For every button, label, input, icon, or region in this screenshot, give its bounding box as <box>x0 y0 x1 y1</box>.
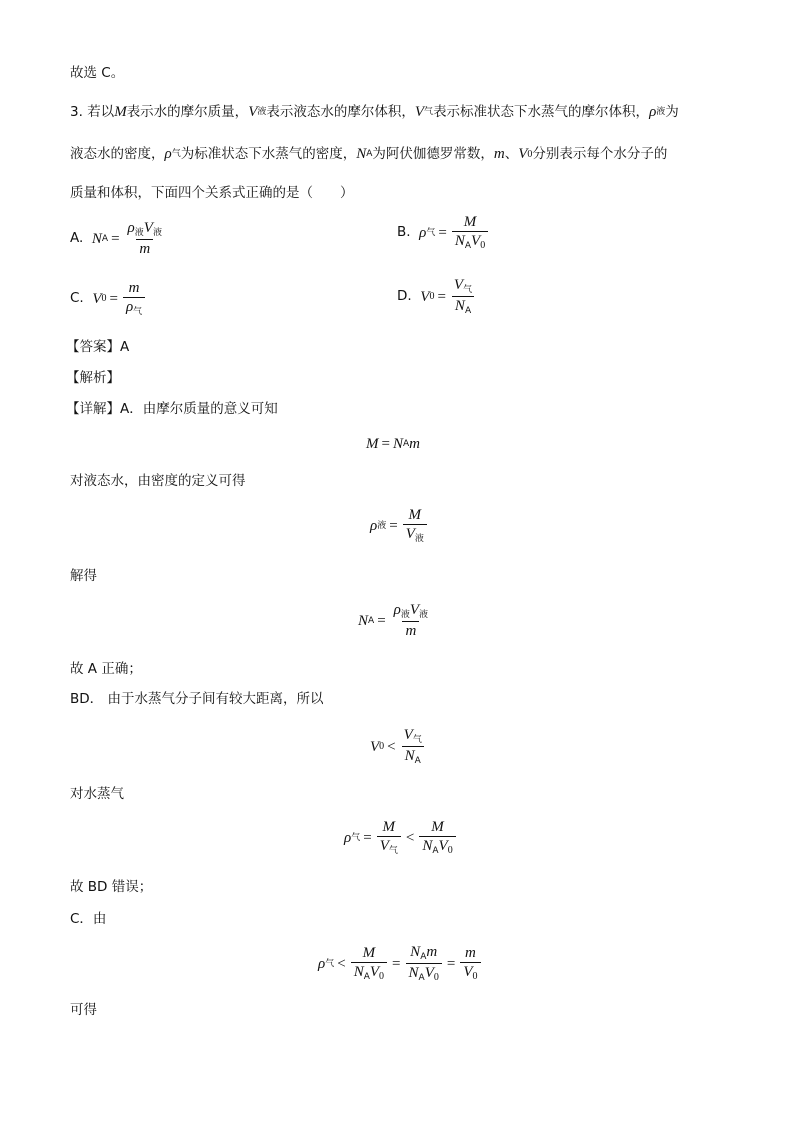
option-c[interactable]: C. V 0 = $\frac{m}{\rho_气}$ <box>70 281 147 317</box>
fraction: $\frac{m}{\rho_气}$ <box>123 281 145 317</box>
option-a[interactable]: A. N A = $\frac{\rho_液V_液}{m}$ <box>70 221 167 257</box>
detail-vapor-text: 对水蒸气 <box>70 786 124 802</box>
equation-avogadro: N A = $\frac{\rho_液V_液}{m}$ <box>358 602 429 639</box>
equation-vapor-density: ρ 气 = $\frac{M}{V_气}$ < $\frac{M}{N_AV_0}$ <box>344 820 458 856</box>
equation-molar-mass: M = N A m <box>366 436 420 452</box>
option-b[interactable]: B. ρ 气 = $\frac{M}{N_AV_0}$ <box>397 215 490 251</box>
answer-line <box>66 341 129 355</box>
detail-c-text: C．由 <box>70 911 107 927</box>
detail-a-conclusion: 故 A 正确； <box>70 661 142 677</box>
option-d[interactable]: D. V 0 = $\frac{V_气}{N_A}$ <box>397 278 477 316</box>
option-label: D. <box>397 288 412 305</box>
option-label: B. <box>397 224 411 241</box>
equation-vapor-volume: V 0 < $\frac{V_气}{N_A}$ <box>370 727 422 766</box>
detail-bd-text: BD． 由于水蒸气分子间有较大距离，所以 <box>70 691 324 707</box>
answer-value: A <box>120 339 130 355</box>
equation-c-derivation: ρ 气 < $\frac{M}{N_AV_0}$ = $\frac{N_Am}{N_AV_0}$ = $\frac{m}{V_0}$ <box>318 945 483 983</box>
detail-line-a: 【详解】A．由摩尔质量的意义可知 <box>66 401 278 417</box>
detail-solve-text: 解得 <box>70 568 97 584</box>
fraction: $\frac{M}{N_AV_0}$ <box>452 215 488 251</box>
question-number: 3. <box>70 103 83 120</box>
detail-tag: 【详解】 <box>66 401 120 417</box>
analysis-tag: 【解析】 <box>66 370 120 386</box>
previous-answer-line: 故选 C。 <box>70 65 125 81</box>
fraction: $\frac{\rho_液V_液}{m}$ <box>127 220 162 257</box>
equation-liquid-density: ρ 液 = $\frac{M}{V_液}$ <box>370 508 429 544</box>
question-line-3: 质量和体积，下面四个关系式正确的是（ ） <box>70 185 354 201</box>
question-line-1: 3. 若以 M 表示水的摩尔质量， V 液 表示液态水的摩尔体积， V 气 表示标准状态下水蒸气的摩尔体积， ρ 液 为 <box>70 103 679 120</box>
question-line-2: 液态水的密度， ρ 气 为标准状态下水蒸气的密度， N A 为阿伏伽德罗常数， m 、 V 0 分别表示每个水分子的 <box>70 145 668 162</box>
fraction: $\frac{V_气}{N_A}$ <box>453 277 473 316</box>
option-label: A. <box>70 230 84 247</box>
answer-tag: 【答案】 <box>66 339 120 355</box>
option-label: C. <box>70 290 84 307</box>
detail-liquid-text: 对液态水，由密度的定义可得 <box>70 473 246 489</box>
detail-end-text: 可得 <box>70 1002 97 1018</box>
detail-bd-conclusion: 故 BD 错误； <box>70 879 153 895</box>
